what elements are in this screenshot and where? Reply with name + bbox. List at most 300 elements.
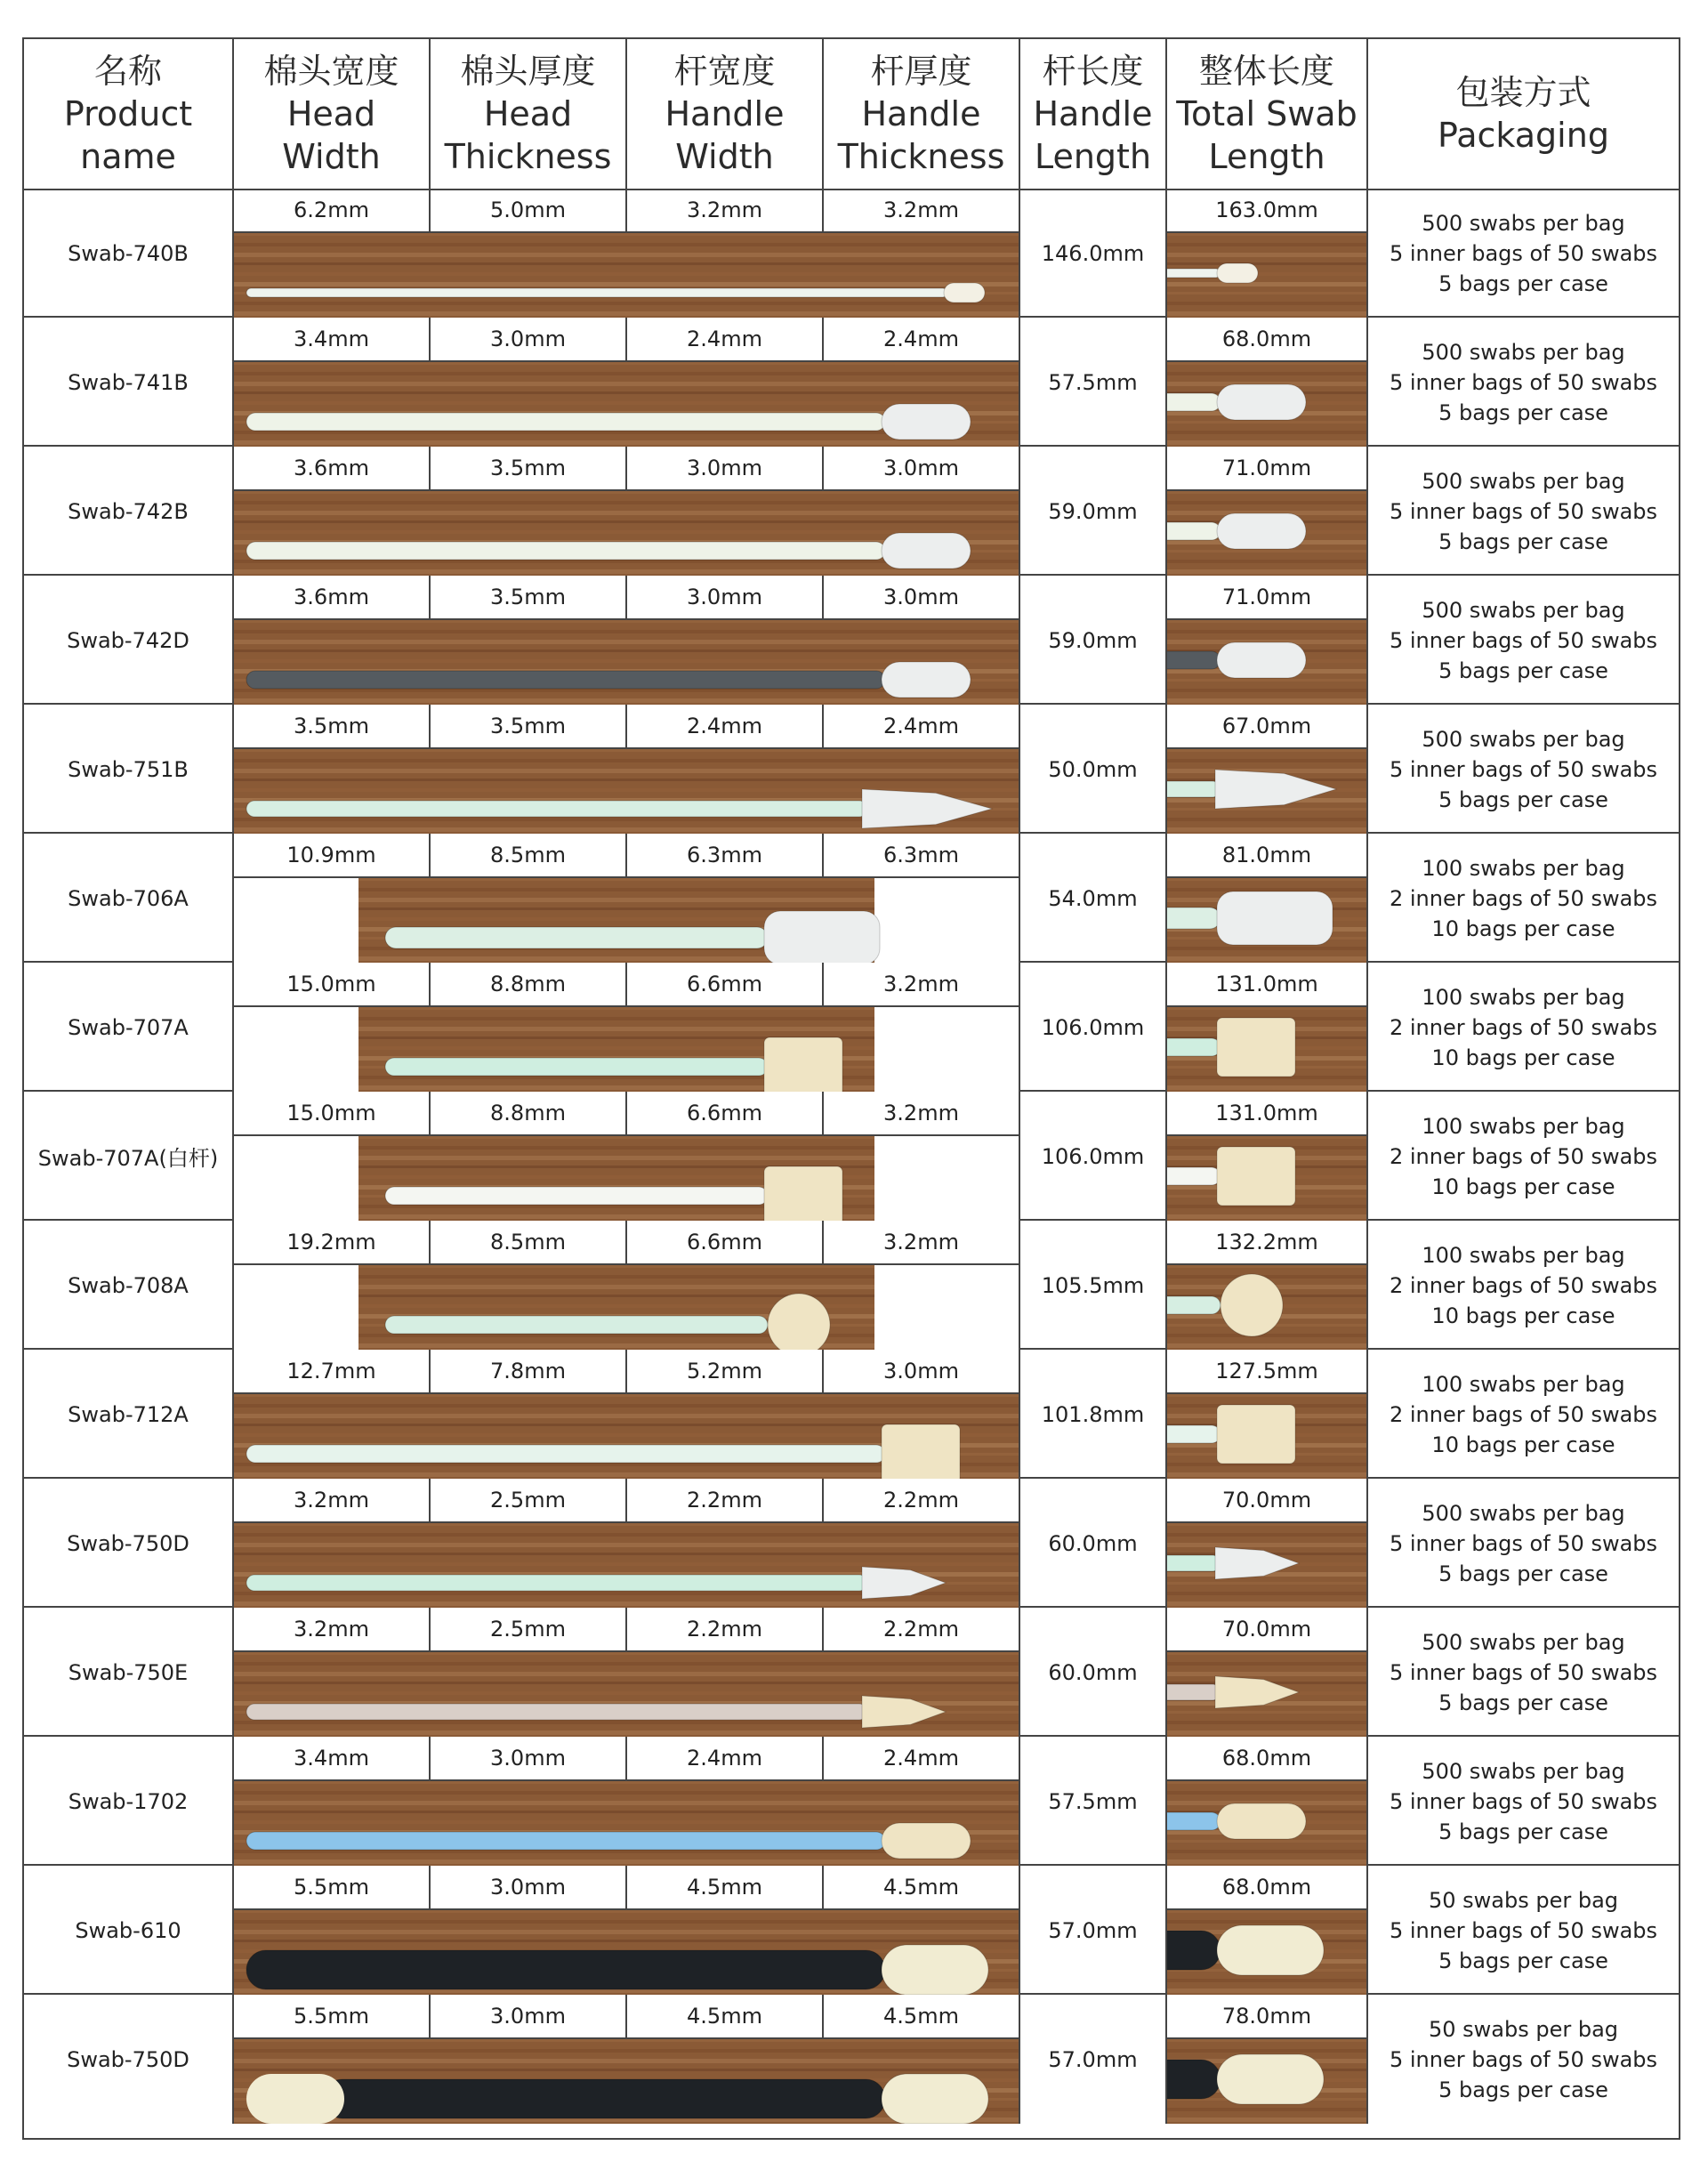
table-row (24, 834, 1679, 963)
swab-handle (1167, 522, 1221, 540)
packaging-line: 5 bags per case (1438, 1561, 1608, 1586)
head-width-value: 15.0mm (234, 1092, 431, 1136)
packaging-line: 500 swabs per bag (1422, 597, 1625, 623)
packaging-line: 5 inner bags of 50 swabs (1389, 1659, 1658, 1685)
swab-head (944, 283, 985, 303)
swab-photo-image (234, 878, 1019, 963)
table-row (24, 318, 1679, 447)
swab-tip-image (1167, 1523, 1366, 1608)
swab-head (882, 533, 971, 569)
swab-head (1217, 1925, 1324, 1975)
header-head-thickness-en2: Thickness (444, 137, 612, 176)
swab-head (1217, 1018, 1295, 1077)
swab-handle (385, 1058, 768, 1076)
swab-photo (234, 1394, 1020, 1479)
header-head-width-en1: Head (286, 94, 376, 133)
header-total-length-en1: Total Swab (1176, 94, 1358, 133)
product-name: Swab-751B (24, 705, 234, 834)
total-length-value: 81.0mm (1167, 834, 1366, 878)
header-product-en2: name (80, 137, 176, 176)
packaging-cell (1368, 1866, 1679, 1995)
header-total-length (1167, 39, 1368, 190)
swab-head (1217, 642, 1306, 678)
header-product (24, 39, 234, 190)
swab-handle (246, 1575, 867, 1591)
swab-photo-image (234, 491, 1019, 576)
header-handle-thickness-en2: Thickness (837, 137, 1005, 176)
swab-handle (1167, 269, 1221, 278)
handle-width-value: 6.6mm (627, 963, 824, 1007)
swab-head (882, 662, 971, 698)
packaging-line: 2 inner bags of 50 swabs (1389, 1401, 1658, 1427)
total-length-value: 70.0mm (1167, 1608, 1366, 1652)
handle-length-value: 60.0mm (1020, 1608, 1167, 1737)
packaging-line: 5 inner bags of 50 swabs (1389, 1917, 1658, 1943)
head-thickness-value: 3.5mm (431, 447, 627, 491)
swab-photo-image (234, 1781, 1019, 1866)
head-width-value: 15.0mm (234, 963, 431, 1007)
handle-length-value: 59.0mm (1020, 447, 1167, 576)
packaging-line: 10 bags per case (1431, 916, 1615, 941)
swab-handle (246, 413, 885, 431)
packaging-cell (1368, 189, 1679, 318)
header-handle-width-en2: Width (675, 137, 774, 176)
swab-tip-photo (1167, 1523, 1366, 1608)
head-width-value: 6.2mm (234, 189, 431, 233)
handle-width-value: 4.5mm (627, 1995, 824, 2039)
swab-handle (1167, 1812, 1221, 1830)
swab-handle (385, 1316, 768, 1334)
total-length-cell (1167, 1350, 1368, 1479)
packaging-cell (1368, 318, 1679, 447)
swab-tip-photo (1167, 749, 1366, 834)
total-length-cell (1167, 1995, 1368, 2124)
head-width-value: 3.4mm (234, 318, 431, 362)
header-packaging (1368, 39, 1679, 190)
swab-handle (246, 1950, 885, 1989)
packaging-line: 10 bags per case (1431, 1174, 1615, 1199)
total-length-value: 71.0mm (1167, 447, 1366, 491)
packaging-cell (1368, 1608, 1679, 1737)
product-name: Swab-707A (24, 963, 234, 1092)
handle-length-value: 57.5mm (1020, 318, 1167, 447)
swab-handle (323, 2079, 885, 2118)
packaging-line: 5 inner bags of 50 swabs (1389, 1788, 1658, 1814)
total-length-value: 131.0mm (1167, 1092, 1366, 1136)
product-name: Swab-750E (24, 1608, 234, 1737)
total-length-cell (1167, 576, 1368, 705)
packaging-line: 100 swabs per bag (1422, 984, 1625, 1010)
swab-handle (246, 671, 885, 689)
packaging-line: 5 inner bags of 50 swabs (1389, 1530, 1658, 1556)
packaging-cell (1368, 1221, 1679, 1350)
packaging-cell (1368, 576, 1679, 705)
swab-tip-photo (1167, 1007, 1366, 1092)
table-row (24, 1350, 1679, 1479)
packaging-cell (1368, 705, 1679, 834)
handle-thickness-value: 3.2mm (824, 963, 1020, 1007)
swab-photo-image (234, 233, 1019, 318)
table-row (24, 1995, 1679, 2124)
head-thickness-value: 3.5mm (431, 705, 627, 749)
swab-tip-image (1167, 1910, 1366, 1995)
table-row (24, 189, 1679, 318)
packaging-line: 100 swabs per bag (1422, 1113, 1625, 1139)
packaging-line: 5 inner bags of 50 swabs (1389, 240, 1658, 266)
total-length-cell (1167, 1866, 1368, 1995)
handle-thickness-value: 2.4mm (824, 318, 1020, 362)
swab-photo (234, 2039, 1020, 2124)
header-handle-length (1020, 39, 1167, 190)
swab-handle (1167, 1038, 1221, 1056)
table-row (24, 1737, 1679, 1866)
total-length-value: 68.0mm (1167, 1737, 1366, 1781)
product-name: Swab-750D (24, 1479, 234, 1608)
swab-tip-image (1167, 878, 1366, 963)
swab-tip-image (1167, 362, 1366, 447)
product-name: Swab-1702 (24, 1737, 234, 1866)
table-row (24, 1608, 1679, 1737)
swab-head (1217, 513, 1306, 549)
handle-thickness-value: 2.4mm (824, 1737, 1020, 1781)
handle-width-value: 6.3mm (627, 834, 824, 878)
packaging-line: 500 swabs per bag (1422, 468, 1625, 494)
handle-length-value: 57.0mm (1020, 1866, 1167, 1995)
swab-tip-photo (1167, 362, 1366, 447)
head-width-value: 5.5mm (234, 1866, 431, 1910)
swab-tip-image (1167, 1007, 1366, 1092)
head-width-value: 12.7mm (234, 1350, 431, 1394)
swab-tip-image (1167, 1394, 1366, 1479)
swab-photo (234, 1910, 1020, 1995)
head-thickness-value: 8.5mm (431, 1221, 627, 1265)
table-row (24, 705, 1679, 834)
swab-tip-photo (1167, 620, 1366, 705)
swab-handle (1167, 781, 1221, 797)
packaging-line: 5 inner bags of 50 swabs (1389, 627, 1658, 653)
swab-photo (234, 491, 1020, 576)
head-width-value: 3.6mm (234, 576, 431, 620)
swab-photo-image (234, 1652, 1019, 1737)
packaging-line: 500 swabs per bag (1422, 1500, 1625, 1526)
handle-width-value: 2.2mm (627, 1479, 824, 1523)
handle-thickness-value: 3.0mm (824, 576, 1020, 620)
swab-head (1217, 2054, 1324, 2104)
swab-tip-image (1167, 1265, 1366, 1350)
swab-head (246, 2074, 344, 2124)
total-length-value: 71.0mm (1167, 576, 1366, 620)
swab-tip-image (1167, 620, 1366, 705)
handle-length-value: 101.8mm (1020, 1350, 1167, 1479)
swab-photo-image (234, 1910, 1019, 1995)
head-width-value: 3.6mm (234, 447, 431, 491)
total-length-value: 68.0mm (1167, 1866, 1366, 1910)
swab-handle (1167, 1931, 1221, 1970)
header-handle-width (627, 39, 824, 190)
swab-handle (1167, 1167, 1221, 1185)
packaging-line: 5 inner bags of 50 swabs (1389, 756, 1658, 782)
swab-head (1217, 263, 1258, 283)
swab-tip-photo (1167, 1781, 1366, 1866)
swab-tip-image (1167, 1136, 1366, 1221)
total-length-cell (1167, 705, 1368, 834)
header-head-thickness (431, 39, 627, 190)
packaging-line: 500 swabs per bag (1422, 210, 1625, 236)
header-head-thickness-cn: 棉头厚度 (460, 52, 596, 91)
table-row (24, 447, 1679, 576)
header-handle-length-cn: 杆长度 (1042, 52, 1144, 91)
swab-head (882, 2074, 988, 2124)
packaging-line: 100 swabs per bag (1422, 1371, 1625, 1397)
packaging-line: 500 swabs per bag (1422, 1629, 1625, 1655)
handle-width-value: 3.2mm (627, 189, 824, 233)
table-row (24, 576, 1679, 705)
swab-head (764, 1166, 842, 1221)
packaging-cell (1368, 963, 1679, 1092)
packaging-line: 5 bags per case (1438, 270, 1608, 296)
header-product-cn: 名称 (93, 52, 162, 91)
swab-handle (1167, 1296, 1221, 1314)
swab-photo (234, 1781, 1020, 1866)
swab-handle (1167, 651, 1221, 669)
handle-length-value: 146.0mm (1020, 189, 1167, 318)
handle-length-value: 54.0mm (1020, 834, 1167, 963)
total-length-value: 127.5mm (1167, 1350, 1366, 1394)
swab-head (882, 1945, 988, 1995)
total-length-value: 70.0mm (1167, 1479, 1366, 1523)
swab-photo-image (234, 1394, 1019, 1479)
handle-width-value: 2.4mm (627, 1737, 824, 1781)
table-row (24, 963, 1679, 1092)
header-total-length-en2: Length (1208, 137, 1325, 176)
swab-handle (385, 1187, 768, 1205)
head-thickness-value: 2.5mm (431, 1479, 627, 1523)
swab-head (882, 404, 971, 440)
swab-handle (1167, 1555, 1221, 1571)
handle-length-value: 106.0mm (1020, 963, 1167, 1092)
handle-width-value: 3.0mm (627, 447, 824, 491)
table-row (24, 1866, 1679, 1995)
product-name: Swab-610 (24, 1866, 234, 1995)
swab-handle (1167, 908, 1221, 929)
product-name: Swab-750D (24, 1995, 234, 2124)
swab-head (882, 1823, 971, 1859)
swab-handle (1167, 1425, 1221, 1443)
swab-handle (246, 288, 947, 297)
swab-photo (234, 1136, 1020, 1221)
swab-photo (234, 1652, 1020, 1737)
swab-head (1217, 1147, 1295, 1206)
handle-width-value: 6.6mm (627, 1221, 824, 1265)
packaging-line: 5 inner bags of 50 swabs (1389, 498, 1658, 524)
handle-length-value: 59.0mm (1020, 576, 1167, 705)
swab-handle (246, 801, 867, 817)
swab-tip-image (1167, 749, 1366, 834)
total-length-cell (1167, 1608, 1368, 1737)
table-row (24, 1221, 1679, 1350)
head-thickness-value: 8.5mm (431, 834, 627, 878)
product-name: Swab-707A(白杆) (24, 1092, 234, 1221)
total-length-cell (1167, 318, 1368, 447)
packaging-line: 2 inner bags of 50 swabs (1389, 885, 1658, 911)
packaging-line: 100 swabs per bag (1422, 855, 1625, 881)
header-handle-length-en2: Length (1034, 137, 1152, 176)
head-thickness-value: 2.5mm (431, 1608, 627, 1652)
swab-photo (234, 878, 1020, 963)
head-thickness-value: 3.0mm (431, 1737, 627, 1781)
header-handle-thickness-cn: 杆厚度 (870, 52, 972, 91)
header-packaging-en1: Packaging (1438, 116, 1609, 155)
swab-photo (234, 233, 1020, 318)
head-thickness-value: 8.8mm (431, 963, 627, 1007)
packaging-line: 5 bags per case (1438, 528, 1608, 554)
total-length-cell (1167, 447, 1368, 576)
swab-photo (234, 1265, 1020, 1350)
swab-photo (234, 1007, 1020, 1092)
handle-thickness-value: 4.5mm (824, 1866, 1020, 1910)
swab-photo (234, 1523, 1020, 1608)
head-thickness-value: 5.0mm (431, 189, 627, 233)
packaging-line: 10 bags per case (1431, 1303, 1615, 1328)
handle-length-value: 50.0mm (1020, 705, 1167, 834)
header-product-en1: Product (63, 94, 193, 133)
swab-photo (234, 620, 1020, 705)
packaging-line: 2 inner bags of 50 swabs (1389, 1272, 1658, 1298)
handle-width-value: 2.4mm (627, 705, 824, 749)
head-width-value: 3.4mm (234, 1737, 431, 1781)
swab-tip-photo (1167, 1265, 1366, 1350)
head-width-value: 10.9mm (234, 834, 431, 878)
swab-head (764, 1037, 842, 1092)
total-length-value: 131.0mm (1167, 963, 1366, 1007)
swab-handle (246, 1445, 885, 1463)
handle-width-value: 3.0mm (627, 576, 824, 620)
swab-head (1217, 891, 1333, 945)
swab-photo-image (234, 362, 1019, 447)
swab-tip-photo (1167, 233, 1366, 318)
swab-tip-photo (1167, 1652, 1366, 1737)
product-name: Swab-742D (24, 576, 234, 705)
packaging-line: 100 swabs per bag (1422, 1242, 1625, 1268)
header-handle-width-cn: 杆宽度 (673, 52, 776, 91)
swab-tip-photo (1167, 2039, 1366, 2124)
swab-head (1221, 1274, 1283, 1336)
header-handle-length-en1: Handle (1033, 94, 1153, 133)
header-total-length-cn: 整体长度 (1198, 52, 1334, 91)
handle-thickness-value: 3.2mm (824, 1221, 1020, 1265)
product-name: Swab-742B (24, 447, 234, 576)
total-length-cell (1167, 1221, 1368, 1350)
swab-tip-photo (1167, 1136, 1366, 1221)
swab-head (1217, 1405, 1295, 1464)
handle-thickness-value: 2.2mm (824, 1479, 1020, 1523)
swab-photo-image (234, 749, 1019, 834)
handle-width-value: 6.6mm (627, 1092, 824, 1136)
packaging-line: 10 bags per case (1431, 1045, 1615, 1070)
handle-thickness-value: 4.5mm (824, 1995, 1020, 2039)
handle-length-value: 60.0mm (1020, 1479, 1167, 1608)
header-handle-width-en1: Handle (665, 94, 785, 133)
total-length-value: 78.0mm (1167, 1995, 1366, 2039)
swab-handle (246, 1832, 885, 1850)
packaging-cell (1368, 1995, 1679, 2124)
handle-length-value: 105.5mm (1020, 1221, 1167, 1350)
packaging-line: 50 swabs per bag (1428, 2016, 1619, 2042)
total-length-cell (1167, 1479, 1368, 1608)
product-name: Swab-708A (24, 1221, 234, 1350)
packaging-cell (1368, 834, 1679, 963)
handle-thickness-value: 2.4mm (824, 705, 1020, 749)
total-length-value: 67.0mm (1167, 705, 1366, 749)
packaging-line: 5 inner bags of 50 swabs (1389, 369, 1658, 395)
head-thickness-value: 7.8mm (431, 1350, 627, 1394)
swab-head (882, 1424, 960, 1479)
head-thickness-value: 3.5mm (431, 576, 627, 620)
packaging-line: 500 swabs per bag (1422, 1758, 1625, 1784)
total-length-cell (1167, 189, 1368, 318)
packaging-line: 5 bags per case (1438, 657, 1608, 683)
total-length-cell (1167, 834, 1368, 963)
packaging-line: 5 bags per case (1438, 399, 1608, 425)
packaging-line: 5 bags per case (1438, 1819, 1608, 1844)
swab-photo-image (234, 1265, 1019, 1350)
header-packaging-cn: 包装方式 (1455, 73, 1591, 112)
product-name: Swab-740B (24, 189, 234, 318)
swab-tip-photo (1167, 1394, 1366, 1479)
packaging-line: 5 inner bags of 50 swabs (1389, 2046, 1658, 2072)
swab-tip-image (1167, 1652, 1366, 1737)
packaging-line: 5 bags per case (1438, 1948, 1608, 1973)
head-width-value: 5.5mm (234, 1995, 431, 2039)
packaging-line: 2 inner bags of 50 swabs (1389, 1014, 1658, 1040)
packaging-line: 5 bags per case (1438, 1690, 1608, 1715)
swab-handle (1167, 1684, 1221, 1700)
packaging-line: 5 bags per case (1438, 2077, 1608, 2102)
swab-head (764, 911, 880, 963)
handle-width-value: 2.4mm (627, 318, 824, 362)
handle-width-value: 4.5mm (627, 1866, 824, 1910)
total-length-value: 68.0mm (1167, 318, 1366, 362)
total-length-cell (1167, 1737, 1368, 1866)
packaging-line: 2 inner bags of 50 swabs (1389, 1143, 1658, 1169)
swab-tip-image (1167, 233, 1366, 318)
swab-photo (234, 749, 1020, 834)
head-width-value: 3.2mm (234, 1608, 431, 1652)
packaging-cell (1368, 447, 1679, 576)
head-thickness-value: 3.0mm (431, 1866, 627, 1910)
handle-length-value: 57.5mm (1020, 1737, 1167, 1866)
handle-length-value: 106.0mm (1020, 1092, 1167, 1221)
product-name: Swab-706A (24, 834, 234, 963)
handle-thickness-value: 3.2mm (824, 189, 1020, 233)
spec-table (22, 37, 1680, 2140)
head-thickness-value: 3.0mm (431, 1995, 627, 2039)
header-handle-thickness-en1: Handle (861, 94, 981, 133)
handle-thickness-value: 2.2mm (824, 1608, 1020, 1652)
handle-length-value: 57.0mm (1020, 1995, 1167, 2124)
swab-photo-image (234, 1007, 1019, 1092)
handle-width-value: 2.2mm (627, 1608, 824, 1652)
packaging-line: 10 bags per case (1431, 1432, 1615, 1457)
swab-photo-image (234, 1523, 1019, 1608)
total-length-cell (1167, 1092, 1368, 1221)
packaging-cell (1368, 1737, 1679, 1866)
swab-tip-photo (1167, 491, 1366, 576)
swab-photo-image (234, 2039, 1019, 2124)
swab-handle (1167, 393, 1221, 411)
handle-thickness-value: 3.0mm (824, 1350, 1020, 1394)
swab-tip-image (1167, 2039, 1366, 2124)
